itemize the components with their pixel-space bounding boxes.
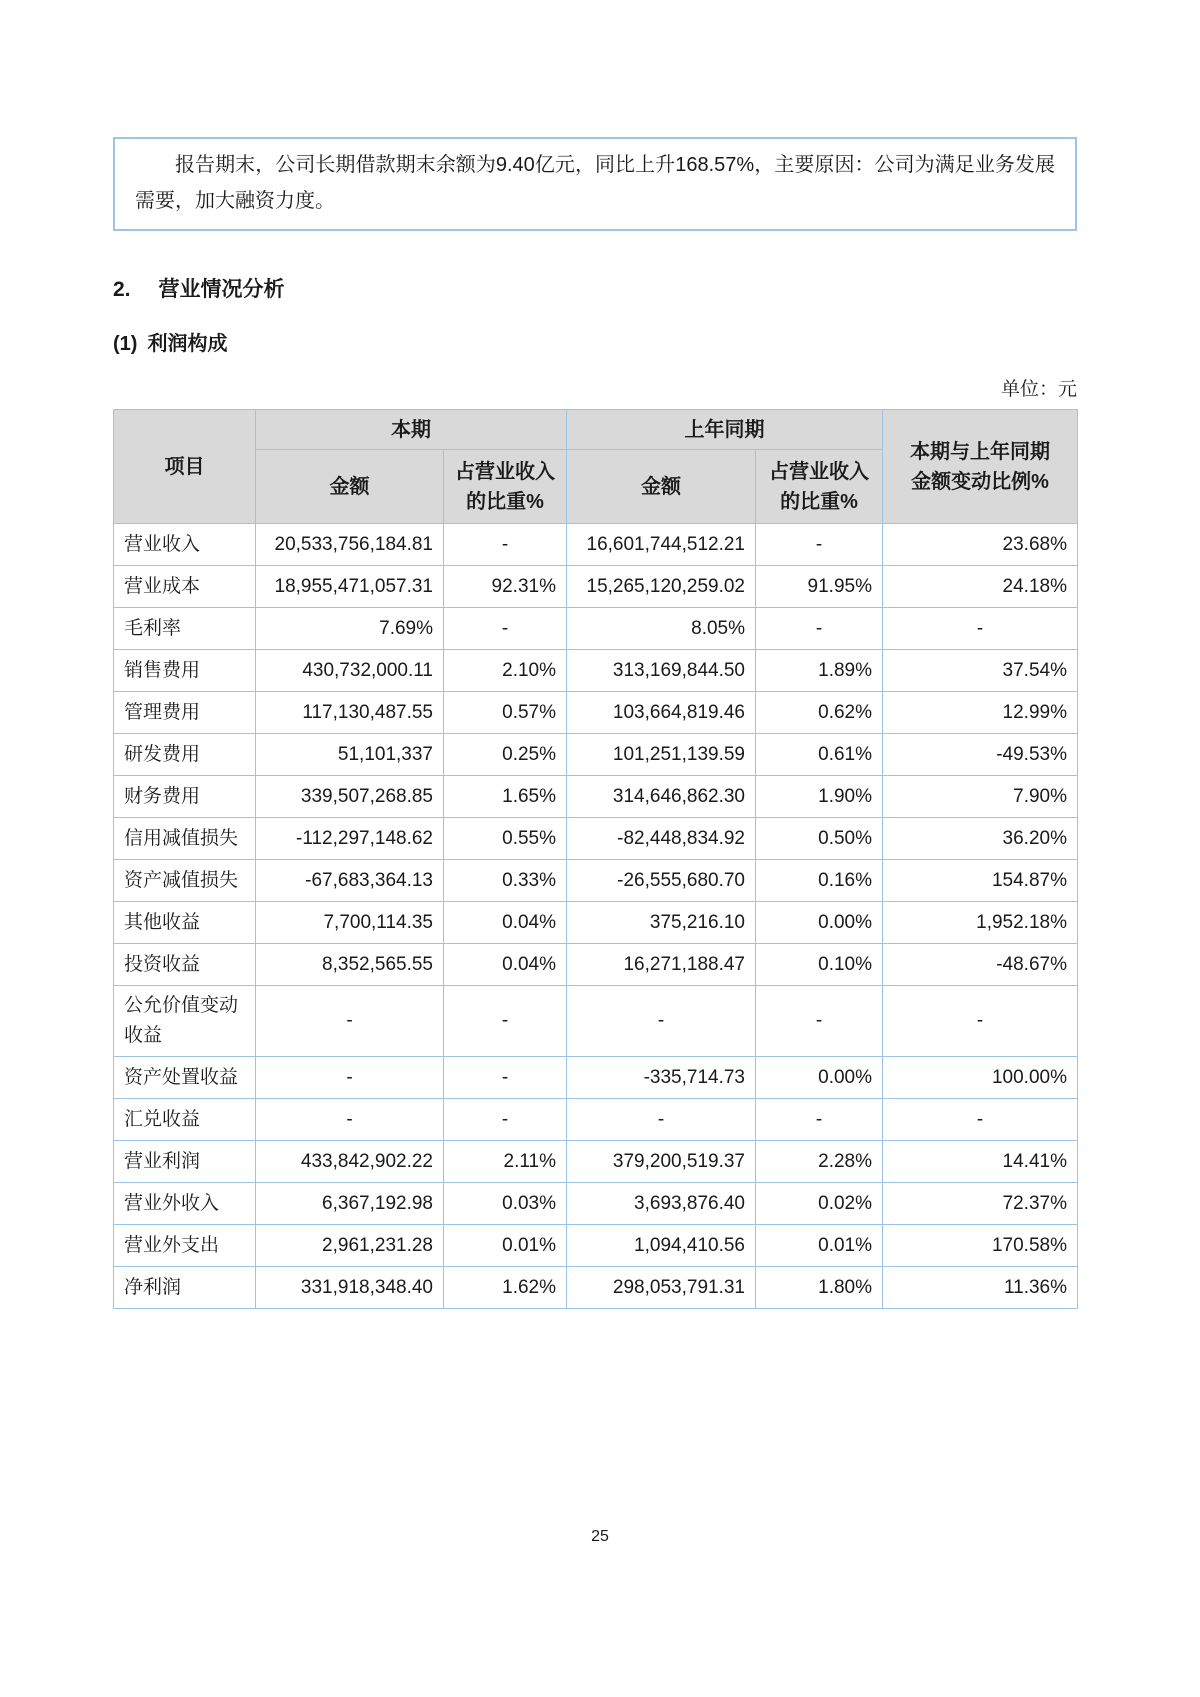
profit-table-body <box>114 524 1078 1309</box>
row-label: 资产处置收益 <box>114 1057 256 1099</box>
cell-prior-amount: 8.05% <box>567 608 756 650</box>
cell-prior-ratio: 1.80% <box>756 1267 883 1309</box>
cell-change-ratio: 12.99% <box>883 692 1078 734</box>
cell-prior-ratio: - <box>756 524 883 566</box>
cell-prior-amount: 1,094,410.56 <box>567 1225 756 1267</box>
table-row <box>114 1267 1078 1309</box>
table-row <box>114 692 1078 734</box>
cell-change-ratio: - <box>883 608 1078 650</box>
cell-current-ratio: 0.01% <box>444 1225 567 1267</box>
cell-change-ratio: 37.54% <box>883 650 1078 692</box>
cell-prior-ratio: 0.10% <box>756 944 883 986</box>
row-label: 资产减值损失 <box>114 860 256 902</box>
cell-prior-amount: 103,664,819.46 <box>567 692 756 734</box>
page-number: 25 <box>591 1528 609 1545</box>
cell-change-ratio: - <box>883 986 1078 1057</box>
cell-prior-amount: - <box>567 986 756 1057</box>
cell-prior-ratio: 2.28% <box>756 1141 883 1183</box>
header-change-ratio: 本期与上年同期金额变动比例% <box>883 410 1078 524</box>
cell-prior-ratio: 91.95% <box>756 566 883 608</box>
cell-current-amount: -67,683,364.13 <box>256 860 444 902</box>
cell-current-amount: 433,842,902.22 <box>256 1141 444 1183</box>
cell-current-amount: 7.69% <box>256 608 444 650</box>
cell-current-amount: - <box>256 986 444 1057</box>
cell-prior-amount: 16,601,744,512.21 <box>567 524 756 566</box>
row-label: 管理费用 <box>114 692 256 734</box>
cell-current-amount: - <box>256 1057 444 1099</box>
header-prior-period: 上年同期 <box>567 410 883 450</box>
table-row <box>114 1141 1078 1183</box>
cell-change-ratio: 1,952.18% <box>883 902 1078 944</box>
cell-prior-ratio: 0.50% <box>756 818 883 860</box>
row-label: 公允价值变动收益 <box>114 986 256 1057</box>
row-label: 销售费用 <box>114 650 256 692</box>
cell-change-ratio: 24.18% <box>883 566 1078 608</box>
cell-current-amount: 2,961,231.28 <box>256 1225 444 1267</box>
row-label: 投资收益 <box>114 944 256 986</box>
profit-table-header <box>114 410 1078 524</box>
cell-change-ratio: - <box>883 1099 1078 1141</box>
row-label: 营业利润 <box>114 1141 256 1183</box>
profit-table <box>113 409 1078 1309</box>
cell-change-ratio: 11.36% <box>883 1267 1078 1309</box>
cell-prior-amount: - <box>567 1099 756 1141</box>
cell-current-ratio: 2.10% <box>444 650 567 692</box>
header-prior-amount: 金额 <box>567 450 756 524</box>
cell-current-ratio: 0.04% <box>444 902 567 944</box>
cell-prior-amount: -335,714.73 <box>567 1057 756 1099</box>
cell-current-ratio: 1.65% <box>444 776 567 818</box>
cell-current-ratio: 0.04% <box>444 944 567 986</box>
cell-prior-ratio: 0.00% <box>756 902 883 944</box>
section-number: 2. <box>113 278 131 301</box>
cell-current-ratio: 0.25% <box>444 734 567 776</box>
cell-prior-ratio: 1.90% <box>756 776 883 818</box>
cell-prior-ratio: 0.02% <box>756 1183 883 1225</box>
cell-current-ratio: - <box>444 608 567 650</box>
cell-current-ratio: - <box>444 986 567 1057</box>
cell-prior-ratio: - <box>756 1099 883 1141</box>
row-label: 毛利率 <box>114 608 256 650</box>
table-row <box>114 860 1078 902</box>
cell-prior-amount: 313,169,844.50 <box>567 650 756 692</box>
table-row <box>114 650 1078 692</box>
header-current-period: 本期 <box>256 410 567 450</box>
cell-current-amount: 430,732,000.11 <box>256 650 444 692</box>
header-item: 项目 <box>114 410 256 524</box>
table-row <box>114 1225 1078 1267</box>
cell-prior-ratio: 0.16% <box>756 860 883 902</box>
table-row <box>114 902 1078 944</box>
cell-prior-amount: 16,271,188.47 <box>567 944 756 986</box>
cell-current-amount: -112,297,148.62 <box>256 818 444 860</box>
cell-change-ratio: 36.20% <box>883 818 1078 860</box>
cell-change-ratio: 170.58% <box>883 1225 1078 1267</box>
row-label: 营业成本 <box>114 566 256 608</box>
cell-prior-ratio: 1.89% <box>756 650 883 692</box>
subsection-title: 利润构成 <box>147 333 228 355</box>
row-label: 信用减值损失 <box>114 818 256 860</box>
table-row <box>114 776 1078 818</box>
cell-current-ratio: 0.57% <box>444 692 567 734</box>
row-label: 营业收入 <box>114 524 256 566</box>
cell-current-amount: - <box>256 1099 444 1141</box>
row-label: 营业外支出 <box>114 1225 256 1267</box>
table-row <box>114 524 1078 566</box>
cell-current-ratio: - <box>444 524 567 566</box>
cell-change-ratio: 154.87% <box>883 860 1078 902</box>
table-row <box>114 1099 1078 1141</box>
cell-change-ratio: 72.37% <box>883 1183 1078 1225</box>
cell-prior-ratio: 0.00% <box>756 1057 883 1099</box>
cell-prior-amount: 375,216.10 <box>567 902 756 944</box>
cell-current-amount: 339,507,268.85 <box>256 776 444 818</box>
table-row <box>114 566 1078 608</box>
table-row <box>114 1057 1078 1099</box>
header-current-amount: 金额 <box>256 450 444 524</box>
unit-label: 单位：元 <box>1000 379 1077 400</box>
cell-prior-amount: -26,555,680.70 <box>567 860 756 902</box>
cell-prior-ratio: - <box>756 986 883 1057</box>
cell-current-amount: 8,352,565.55 <box>256 944 444 986</box>
cell-change-ratio: 14.41% <box>883 1141 1078 1183</box>
table-row <box>114 734 1078 776</box>
cell-current-ratio: 0.03% <box>444 1183 567 1225</box>
header-prior-ratio: 占营业收入的比重% <box>756 450 883 524</box>
row-label: 营业外收入 <box>114 1183 256 1225</box>
cell-prior-ratio: 0.62% <box>756 692 883 734</box>
cell-current-ratio: - <box>444 1099 567 1141</box>
note-box <box>113 137 1077 231</box>
cell-current-amount: 51,101,337 <box>256 734 444 776</box>
subsection-heading <box>113 327 1200 356</box>
cell-change-ratio: 7.90% <box>883 776 1078 818</box>
cell-current-ratio: 1.62% <box>444 1267 567 1309</box>
cell-current-ratio: 2.11% <box>444 1141 567 1183</box>
cell-change-ratio: -48.67% <box>883 944 1078 986</box>
cell-prior-amount: 298,053,791.31 <box>567 1267 756 1309</box>
row-label: 净利润 <box>114 1267 256 1309</box>
table-row <box>114 818 1078 860</box>
cell-change-ratio: -49.53% <box>883 734 1078 776</box>
cell-current-amount: 117,130,487.55 <box>256 692 444 734</box>
section-title: 营业情况分析 <box>158 278 285 301</box>
cell-current-amount: 331,918,348.40 <box>256 1267 444 1309</box>
cell-prior-amount: 314,646,862.30 <box>567 776 756 818</box>
cell-current-amount: 6,367,192.98 <box>256 1183 444 1225</box>
row-label: 汇兑收益 <box>114 1099 256 1141</box>
note-box-text: 报告期末，公司长期借款期末余额为9.40亿元，同比上升168.57%，主要原因：公司为满足业务发展需要，加大融资力度。 <box>135 154 1055 212</box>
cell-current-amount: 18,955,471,057.31 <box>256 566 444 608</box>
row-label: 研发费用 <box>114 734 256 776</box>
cell-current-ratio: 0.33% <box>444 860 567 902</box>
cell-prior-amount: 15,265,120,259.02 <box>567 566 756 608</box>
cell-prior-ratio: 0.01% <box>756 1225 883 1267</box>
row-label: 财务费用 <box>114 776 256 818</box>
cell-prior-ratio: - <box>756 608 883 650</box>
cell-prior-amount: 379,200,519.37 <box>567 1141 756 1183</box>
row-label: 其他收益 <box>114 902 256 944</box>
header-current-ratio: 占营业收入的比重% <box>444 450 567 524</box>
cell-prior-ratio: 0.61% <box>756 734 883 776</box>
table-row <box>114 1183 1078 1225</box>
cell-current-ratio: 92.31% <box>444 566 567 608</box>
subsection-number: (1) <box>113 333 138 355</box>
cell-prior-amount: -82,448,834.92 <box>567 818 756 860</box>
section-heading <box>113 273 1200 303</box>
table-row <box>114 944 1078 986</box>
cell-prior-amount: 101,251,139.59 <box>567 734 756 776</box>
table-row <box>114 986 1078 1057</box>
cell-change-ratio: 100.00% <box>883 1057 1078 1099</box>
cell-current-amount: 7,700,114.35 <box>256 902 444 944</box>
cell-prior-amount: 3,693,876.40 <box>567 1183 756 1225</box>
cell-change-ratio: 23.68% <box>883 524 1078 566</box>
cell-current-amount: 20,533,756,184.81 <box>256 524 444 566</box>
cell-current-ratio: 0.55% <box>444 818 567 860</box>
table-row <box>114 608 1078 650</box>
cell-current-ratio: - <box>444 1057 567 1099</box>
